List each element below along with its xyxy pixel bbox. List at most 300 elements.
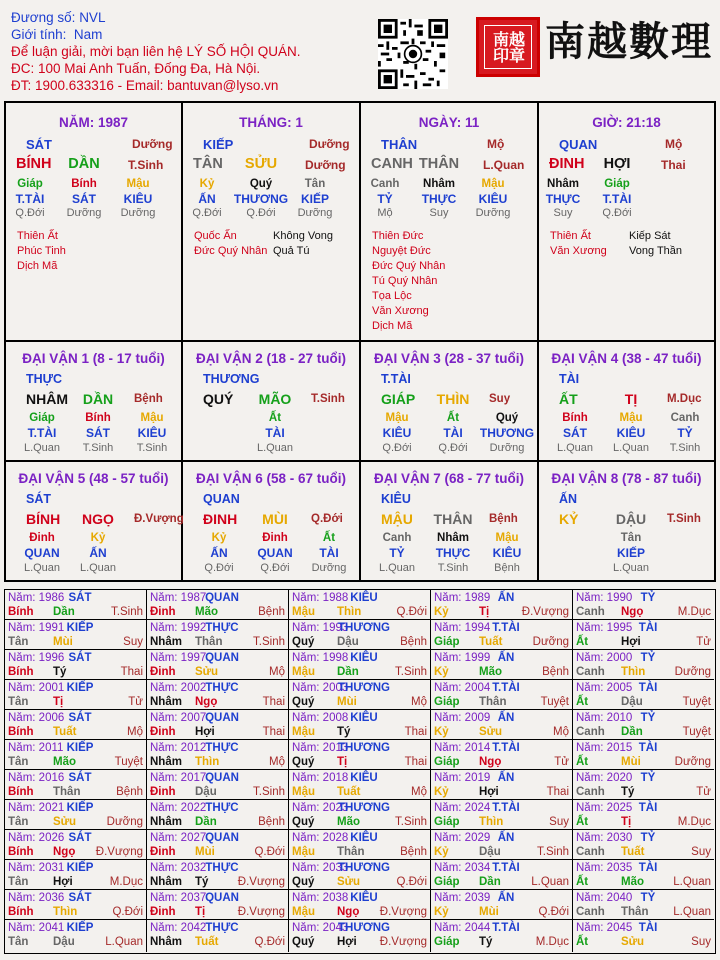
- hidden-phase: L.Quan: [612, 562, 650, 574]
- annual-pillar-cell: [147, 770, 289, 800]
- chart-header: [11, 9, 371, 94]
- luck-pillar-cell: [183, 462, 361, 580]
- year-label: Năm: 2001: [8, 682, 65, 694]
- growth-phase: Tử: [696, 636, 711, 648]
- hidden-phase: Q.Đới: [602, 207, 632, 219]
- hidden-ten-god: SÁT: [72, 192, 96, 206]
- hidden-phase: Q.Đới: [15, 207, 45, 219]
- hidden-ten-god: TÀI: [319, 546, 339, 560]
- year-label: Năm: 2041: [8, 922, 65, 934]
- year-label: Năm: 2009: [434, 712, 491, 724]
- ten-god-label: TÀI: [638, 802, 658, 814]
- year-stem: Quý: [292, 696, 315, 708]
- hidden-stem: Nhâm: [437, 532, 469, 544]
- year-label: Năm: 1994: [434, 622, 491, 634]
- ten-god-label: SÁT: [68, 892, 92, 904]
- hidden-phase: Suy: [553, 207, 573, 219]
- growth-phase: Q.Đới: [396, 876, 427, 888]
- luck-period-title: ĐẠI VẬN 4 (38 - 47 tuổi): [551, 351, 702, 366]
- hidden-phase: Q.Đới: [192, 207, 222, 219]
- annual-pillar-cell: [147, 650, 289, 680]
- hidden-stem: Quý: [249, 178, 273, 190]
- hidden-ten-god: TỶ: [377, 192, 393, 206]
- annual-pillar-cell: [573, 740, 714, 770]
- luck-pillar-cell: [6, 462, 183, 580]
- growth-phase: M.Dục: [535, 936, 569, 948]
- hidden-phase: Dưỡng: [120, 207, 156, 219]
- phone-email-line[interactable]: ĐT: 1900.633316 - Email: bantuvan@lyso.vn: [11, 78, 279, 93]
- year-branch: Hợi: [53, 876, 73, 888]
- hidden-ten-god: KIÊU: [382, 426, 412, 440]
- luck-period-title: ĐẠI VẬN 1 (8 - 17 tuổi): [22, 351, 165, 366]
- ten-god-label: THƯƠNG: [338, 682, 390, 694]
- year-branch: Tị: [479, 606, 490, 618]
- year-label: Năm: 2020: [576, 772, 633, 784]
- ten-god-label: SÁT: [26, 137, 52, 152]
- year-stem: Nhâm: [150, 756, 182, 768]
- star-name: Quốc Ấn: [194, 230, 237, 242]
- heavenly-stem: BÍNH: [26, 511, 61, 527]
- growth-phase: Tử: [554, 756, 569, 768]
- luck-pillar-cell: [539, 462, 714, 580]
- hidden-stem: Canh: [670, 412, 700, 424]
- hidden-stem: Mậu: [481, 178, 505, 190]
- ten-god-label: SÁT: [68, 772, 92, 784]
- year-label: Năm: 2027: [150, 832, 207, 844]
- ten-god-label: KIẾP: [66, 922, 94, 934]
- year-stem: Mậu: [292, 666, 315, 678]
- year-stem: Ất: [576, 936, 589, 948]
- year-stem: Quý: [292, 816, 315, 828]
- luck-pillar-cell: [539, 342, 714, 462]
- year-stem: Tân: [8, 816, 29, 828]
- year-stem: Canh: [576, 786, 605, 798]
- year-branch: Thân: [479, 696, 507, 708]
- year-stem: Mậu: [292, 606, 315, 618]
- hidden-stem: Đinh: [262, 532, 288, 544]
- annual-pillar-cell: [573, 830, 714, 860]
- growth-phase: Mộ: [269, 666, 285, 678]
- year-label: Năm: 2025: [576, 802, 633, 814]
- ten-god-label: T.TÀI: [492, 742, 520, 754]
- heavenly-stem: ĐINH: [203, 511, 238, 527]
- year-stem: Nhâm: [150, 636, 182, 648]
- year-stem: Giáp: [434, 696, 460, 708]
- year-stem: Đinh: [150, 726, 176, 738]
- pillar-cell: [361, 103, 539, 342]
- annual-pillar-cell: [147, 890, 289, 920]
- growth-phase: L.Quan: [673, 906, 711, 918]
- bazi-chart-grid: [4, 101, 716, 582]
- growth-phase: M.Dục: [109, 876, 143, 888]
- annual-pillar-cell: [573, 620, 714, 650]
- year-label: Năm: 2035: [576, 862, 633, 874]
- year-branch: Dậu: [53, 936, 75, 948]
- year-branch: Mão: [479, 666, 502, 678]
- annual-pillar-cell: [431, 920, 573, 952]
- year-label: Năm: 2030: [576, 832, 633, 844]
- annual-pillar-cell: [147, 710, 289, 740]
- ten-god-label: ẤN: [497, 712, 515, 724]
- earthly-branch: NGỌ: [82, 511, 114, 527]
- annual-pillar-cell: [147, 800, 289, 830]
- year-label: Năm: 1986: [8, 592, 65, 604]
- stem-phase: T.Sinh: [128, 158, 164, 172]
- annual-pillar-cell: [431, 860, 573, 890]
- ten-god-label: TỶ: [640, 892, 656, 904]
- hidden-stem: Ất: [446, 412, 460, 424]
- address-line: ĐC: 100 Mai Anh Tuấn, Đống Đa, Hà Nội.: [11, 61, 261, 76]
- annual-pillar-cell: [147, 680, 289, 710]
- annual-pillar-cell: [289, 590, 431, 620]
- ten-god-label: KIÊU: [350, 592, 378, 604]
- year-stem: Kỷ: [434, 786, 449, 798]
- ten-god-label: TÀI: [638, 622, 658, 634]
- year-stem: Canh: [576, 846, 605, 858]
- luck-period-title: ĐẠI VẬN 7 (68 - 77 tuổi): [373, 471, 525, 486]
- year-label: Năm: 2036: [8, 892, 65, 904]
- growth-phase: Suy: [549, 816, 569, 828]
- year-label: Năm: 2012: [150, 742, 207, 754]
- ten-god-label: THỰC: [26, 372, 63, 386]
- annual-pillar-cell: [573, 920, 714, 952]
- year-label: Năm: 2044: [434, 922, 491, 934]
- annual-pillar-cell: [431, 770, 573, 800]
- growth-phase: T.Sinh: [537, 846, 569, 858]
- year-stem: Mậu: [292, 726, 315, 738]
- stem-phase: Thai: [661, 158, 686, 172]
- ten-god-label: T.TÀI: [381, 372, 411, 386]
- annual-pillar-cell: [5, 830, 147, 860]
- year-label: Năm: 1995: [576, 622, 633, 634]
- year-label: Năm: 2037: [150, 892, 207, 904]
- hidden-stem: Mậu: [619, 412, 643, 424]
- ten-god-label: KIẾP: [66, 622, 94, 634]
- hidden-phase: T.Sinh: [437, 562, 469, 574]
- seal-stamp-icon: 南越 印章: [476, 17, 540, 77]
- hidden-phase: Q.Đới: [382, 442, 412, 454]
- annual-pillar-cell: [431, 830, 573, 860]
- hidden-stem: Quý: [495, 412, 519, 424]
- annual-pillar-cell: [289, 830, 431, 860]
- stem-phase: Suy: [489, 393, 511, 405]
- ten-god-label: THƯƠNG: [338, 742, 390, 754]
- year-label: Năm: 1999: [434, 652, 491, 664]
- year-label: Năm: 2003: [292, 682, 349, 694]
- ten-god-label: QUAN: [205, 832, 239, 844]
- hidden-ten-god: ẤN: [210, 546, 228, 560]
- domain-label: Đương số:: [11, 10, 76, 25]
- annual-pillar-cell: [573, 590, 714, 620]
- hidden-phase: L.Quan: [23, 562, 61, 574]
- growth-phase: T.Sinh: [253, 786, 285, 798]
- year-stem: Quý: [292, 636, 315, 648]
- ten-god-label: KIÊU: [381, 492, 411, 506]
- annual-pillar-cell: [5, 920, 147, 952]
- annual-pillar-cell: [5, 710, 147, 740]
- growth-phase: Dưỡng: [106, 816, 143, 828]
- earthly-branch: DẦN: [82, 391, 114, 407]
- luck-period-title: ĐẠI VẬN 6 (58 - 67 tuổi): [195, 471, 347, 486]
- growth-phase: Thai: [120, 666, 143, 678]
- heavenly-stem: CANH: [371, 156, 413, 172]
- hidden-stem: Giáp: [29, 412, 55, 424]
- growth-phase: Dưỡng: [132, 137, 173, 151]
- year-branch: Mùi: [621, 756, 641, 768]
- ten-god-label: T.TÀI: [492, 682, 520, 694]
- hidden-ten-god: TÀI: [443, 426, 463, 440]
- qr-code-icon[interactable]: [378, 19, 448, 89]
- earthly-branch: DẦN: [68, 156, 100, 172]
- hidden-stem: Kỷ: [211, 532, 227, 544]
- star-name: Dịch Mã: [17, 260, 58, 272]
- year-stem: Ất: [576, 876, 589, 888]
- ten-god-label: KIÊU: [350, 772, 378, 784]
- annual-pillar-cell: [431, 710, 573, 740]
- ten-god-label: TỶ: [640, 772, 656, 784]
- growth-phase: Dưỡng: [674, 666, 711, 678]
- year-branch: Ngọ: [479, 756, 502, 768]
- year-branch: Ngọ: [53, 846, 76, 858]
- year-branch: Sửu: [621, 936, 645, 948]
- star-name: Nguyệt Đức: [372, 245, 431, 257]
- stem-phase: T.Sinh: [667, 513, 701, 525]
- annual-pillar-cell: [5, 890, 147, 920]
- year-stem: Kỷ: [434, 846, 449, 858]
- annual-pillar-cell: [5, 680, 147, 710]
- annual-pillar-cell: [147, 590, 289, 620]
- year-label: Năm: 2007: [150, 712, 207, 724]
- hidden-ten-god: TÀI: [265, 426, 285, 440]
- ten-god-label: KIẾP: [66, 802, 94, 814]
- domain-value: NVL: [79, 10, 106, 25]
- growth-phase: L.Quan: [673, 876, 711, 888]
- year-branch: Ngọ: [621, 606, 644, 618]
- growth-phase: Mộ: [487, 137, 505, 151]
- year-branch: Dậu: [337, 636, 359, 648]
- ten-god-label: KIẾP: [66, 682, 94, 694]
- growth-phase: Q.Đới: [396, 606, 427, 618]
- pillar-cell: [6, 103, 183, 342]
- growth-phase: L.Quan: [105, 936, 143, 948]
- earthly-branch: MÃO: [258, 391, 292, 407]
- growth-phase: Tử: [696, 786, 711, 798]
- year-label: Năm: 1990: [576, 592, 633, 604]
- year-label: Năm: 2014: [434, 742, 491, 754]
- star-name: Quả Tú: [273, 245, 310, 257]
- year-label: Năm: 1987: [150, 592, 207, 604]
- annual-pillar-cell: [573, 770, 714, 800]
- hidden-ten-god: ẤN: [89, 546, 107, 560]
- year-branch: Dậu: [479, 846, 501, 858]
- ten-god-label: THƯƠNG: [338, 802, 390, 814]
- hidden-stem: Giáp: [17, 178, 43, 190]
- growth-phase: Q.Đới: [112, 906, 143, 918]
- hidden-stem: Giáp: [604, 178, 630, 190]
- annual-pillar-cell: [431, 590, 573, 620]
- growth-phase: Dưỡng: [674, 756, 711, 768]
- year-stem: Canh: [576, 726, 605, 738]
- growth-phase: T.Sinh: [395, 816, 427, 828]
- earthly-branch: TỊ: [624, 391, 638, 407]
- year-branch: Tị: [621, 816, 632, 828]
- growth-phase: Đ.Vượng: [379, 936, 427, 948]
- year-label: Năm: 2006: [8, 712, 65, 724]
- ten-god-label: ẤN: [497, 892, 515, 904]
- year-branch: Tị: [53, 696, 64, 708]
- year-branch: Dậu: [621, 696, 643, 708]
- annual-pillar-cell: [431, 620, 573, 650]
- ten-god-label: KIẾP: [66, 862, 94, 874]
- growth-phase: Dưỡng: [532, 636, 569, 648]
- growth-phase: Thai: [404, 756, 427, 768]
- earthly-branch: MÙI: [262, 511, 288, 527]
- earthly-branch: THÌN: [436, 391, 470, 407]
- year-branch: Dần: [337, 666, 359, 678]
- year-branch: Sửu: [479, 726, 503, 738]
- ten-god-label: THỰC: [205, 802, 239, 814]
- growth-phase: Bệnh: [258, 816, 285, 828]
- annual-pillar-cell: [289, 620, 431, 650]
- year-label: Năm: 2045: [576, 922, 633, 934]
- growth-phase: T.Sinh: [111, 606, 143, 618]
- stem-phase: Q.Đới: [311, 513, 343, 525]
- year-stem: Kỷ: [434, 906, 449, 918]
- hidden-phase: Mộ: [377, 207, 393, 219]
- pillar-title: THÁNG: 1: [239, 115, 303, 130]
- hidden-ten-god: KIẾP: [300, 192, 330, 206]
- year-branch: Tuất: [337, 786, 361, 798]
- growth-phase: Q.Đới: [538, 906, 569, 918]
- growth-phase: Đ.Vượng: [521, 606, 569, 618]
- year-label: Năm: 2021: [8, 802, 65, 814]
- hidden-ten-god: QUAN: [257, 546, 293, 560]
- pillar-cell: [183, 103, 361, 342]
- growth-phase: Tuyệt: [682, 696, 711, 708]
- year-label: Năm: 2039: [434, 892, 491, 904]
- ten-god-label: TỶ: [640, 592, 656, 604]
- growth-phase: Bệnh: [400, 846, 427, 858]
- hidden-ten-god: ẤN: [198, 192, 216, 206]
- hidden-stem: Mậu: [495, 532, 519, 544]
- gender-value: Nam: [73, 27, 103, 42]
- heavenly-stem: GIÁP: [381, 391, 416, 407]
- annual-pillars-table: [4, 589, 716, 954]
- hidden-phase: Dưỡng: [489, 442, 525, 454]
- annual-pillar-cell: [147, 860, 289, 890]
- growth-phase: Bệnh: [400, 636, 427, 648]
- star-name: Đức Quý Nhân: [194, 245, 268, 257]
- year-branch: Thân: [53, 786, 81, 798]
- growth-phase: Bệnh: [258, 606, 285, 618]
- hidden-ten-god: T.TÀI: [602, 192, 632, 206]
- year-stem: Bính: [8, 906, 34, 918]
- year-stem: Nhâm: [150, 816, 182, 828]
- earthly-branch: THÂN: [433, 511, 473, 527]
- year-branch: Sửu: [337, 876, 361, 888]
- ten-god-label: KIÊU: [350, 832, 378, 844]
- year-branch: Dần: [53, 606, 75, 618]
- year-label: Năm: 2034: [434, 862, 491, 874]
- year-stem: Bính: [8, 666, 34, 678]
- annual-pillar-cell: [431, 800, 573, 830]
- growth-phase: Đ.Vượng: [237, 876, 285, 888]
- annual-pillar-cell: [289, 740, 431, 770]
- year-branch: Dần: [195, 816, 217, 828]
- year-label: Năm: 2028: [292, 832, 349, 844]
- hidden-stem: Kỷ: [90, 532, 106, 544]
- heavenly-stem: BÍNH: [16, 156, 52, 172]
- year-label: Năm: 2011: [8, 742, 64, 754]
- ten-god-label: SÁT: [68, 832, 92, 844]
- year-stem: Bính: [8, 786, 34, 798]
- star-name: Thiên Đức: [372, 230, 424, 242]
- year-stem: Đinh: [150, 786, 176, 798]
- year-stem: Giáp: [434, 936, 460, 948]
- annual-pillar-cell: [573, 650, 714, 680]
- ten-god-label: QUAN: [203, 492, 240, 506]
- year-branch: Mùi: [53, 636, 73, 648]
- year-branch: Thân: [195, 636, 223, 648]
- year-branch: Thìn: [53, 906, 78, 918]
- annual-pillar-cell: [5, 740, 147, 770]
- luck-pillar-cell: [183, 342, 361, 462]
- year-stem: Ất: [576, 816, 589, 828]
- annual-pillar-cell: [573, 710, 714, 740]
- year-label: Năm: 2010: [576, 712, 633, 724]
- growth-phase: Q.Đới: [254, 936, 285, 948]
- star-name: Dịch Mã: [372, 320, 413, 332]
- stem-phase: Dưỡng: [305, 158, 346, 172]
- hidden-ten-god: T.TÀI: [27, 426, 57, 440]
- year-branch: Thân: [621, 906, 649, 918]
- hidden-phase: T.Sinh: [669, 442, 701, 454]
- hidden-stem: Bính: [562, 412, 588, 424]
- hidden-stem: Nhâm: [423, 178, 455, 190]
- annual-pillar-cell: [147, 620, 289, 650]
- hidden-ten-god: TỶ: [389, 546, 405, 560]
- hidden-ten-god: T.TÀI: [15, 192, 45, 206]
- ten-god-label: ẤN: [497, 592, 515, 604]
- year-label: Năm: 2043: [292, 922, 349, 934]
- growth-phase: Mộ: [269, 756, 285, 768]
- year-stem: Tân: [8, 636, 29, 648]
- hidden-ten-god: QUAN: [24, 546, 60, 560]
- annual-pillar-cell: [147, 920, 289, 952]
- hidden-stem: Tân: [304, 178, 326, 190]
- stem-phase: Bệnh: [134, 393, 163, 405]
- year-branch: Hợi: [195, 726, 215, 738]
- annual-pillar-cell: [5, 770, 147, 800]
- annual-pillar-cell: [289, 680, 431, 710]
- year-stem: Tân: [8, 876, 29, 888]
- year-stem: Giáp: [434, 636, 460, 648]
- growth-phase: Mộ: [665, 137, 683, 151]
- growth-phase: Suy: [123, 636, 143, 648]
- luck-period-title: ĐẠI VẬN 2 (18 - 27 tuổi): [195, 351, 347, 366]
- year-branch: Hợi: [337, 936, 357, 948]
- year-branch: Tý: [337, 726, 351, 738]
- year-branch: Tuất: [195, 936, 219, 948]
- year-branch: Tuất: [53, 726, 77, 738]
- year-branch: Dần: [479, 876, 501, 888]
- star-name: Văn Xương: [550, 245, 607, 257]
- year-stem: Đinh: [150, 666, 176, 678]
- annual-pillar-cell: [431, 650, 573, 680]
- hidden-ten-god: THƯƠNG: [479, 426, 535, 440]
- year-label: Năm: 2018: [292, 772, 349, 784]
- year-label: Năm: 1991: [8, 622, 65, 634]
